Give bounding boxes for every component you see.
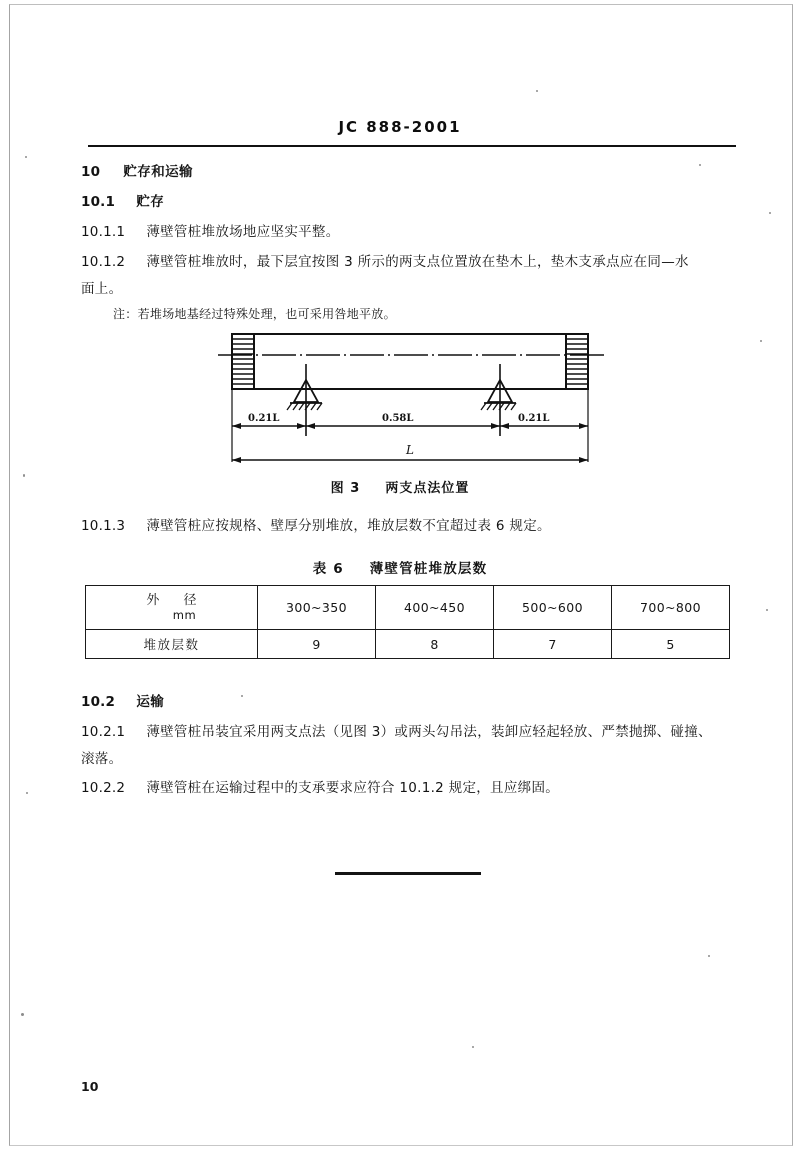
clause-10-1-2-continued: 面上。 <box>81 281 123 297</box>
table-caption-number: 表 6 <box>312 561 344 577</box>
clause-10-1-1 <box>81 220 340 240</box>
table-col-header-4: 700~800 <box>612 586 730 630</box>
table-6-stacking-layers <box>85 585 730 659</box>
table-header-outer-diameter <box>86 586 258 630</box>
table-col-header-1: 300~350 <box>258 586 376 630</box>
section-title-10-2: 运输 <box>136 694 165 710</box>
clause-number-10-2-2: 10.2.2 <box>81 780 126 796</box>
section-end-rule <box>335 872 481 875</box>
table-col-header-2: 400~450 <box>376 586 494 630</box>
pipe-right-end-hatching <box>566 339 588 384</box>
figure-3-two-support-points-diagram <box>210 330 610 480</box>
table-6-caption <box>0 557 800 577</box>
clause-10-1-3 <box>81 514 551 534</box>
clause-10-2-1-continued: 滚落。 <box>81 751 123 767</box>
table-col-header-3: 500~600 <box>494 586 612 630</box>
figure-label-span: 0.58L <box>382 413 414 424</box>
clause-number-10-1-3: 10.1.3 <box>81 518 126 534</box>
section-number-10-1: 10.1 <box>81 194 116 210</box>
stack-layers-value-2: 8 <box>376 630 494 659</box>
clause-10-1-2 <box>81 250 689 270</box>
clause-text-10-2-2: 薄壁管桩在运输过程中的支承要求应符合 10.1.2 规定，且应绑固。 <box>146 780 560 796</box>
table-row <box>86 630 730 659</box>
clause-number-10-1-1: 10.1.1 <box>81 224 126 240</box>
table-caption-title: 薄壁管桩堆放层数 <box>369 561 488 577</box>
clause-number-10-1-2: 10.1.2 <box>81 254 126 270</box>
section-title-10: 贮存和运输 <box>123 164 193 180</box>
stack-layers-value-1: 9 <box>258 630 376 659</box>
section-number-10-2: 10.2 <box>81 694 116 710</box>
figure-label-total-length: L <box>406 443 414 457</box>
outer-diameter-label: 外 径 <box>146 592 207 608</box>
figure-label-right-overhang: 0.21L <box>518 413 550 424</box>
stack-layers-value-3: 7 <box>494 630 612 659</box>
figure-dimension-row-total <box>232 457 588 463</box>
figure-caption-number: 图 3 <box>330 481 361 496</box>
note-text: 若堆场地基经过特殊处理，也可采用咎地平放。 <box>137 307 396 321</box>
note-label: 注： <box>113 307 138 321</box>
figure-caption-title: 两支点法位置 <box>385 481 470 496</box>
page-header-standard-number: JC 888-2001 <box>338 118 462 136</box>
clause-text-10-1-2: 薄壁管桩堆放时，最下层宜按图 3 所示的两支点位置放在垫木上，垫木支承点应在同—水 <box>146 254 689 270</box>
stack-layers-value-4: 5 <box>612 630 730 659</box>
section-heading-10-2 <box>81 690 164 710</box>
header-divider-rule <box>88 145 736 147</box>
clause-text-10-2-1: 薄壁管桩吊装宜采用两支点法（见图 3）或两头勾吊法，装卸应轻起轻放、严禁抛掷、碰撞、 <box>146 724 712 740</box>
clause-10-2-1 <box>81 720 712 740</box>
clause-text-10-1-1: 薄壁管桩堆放场地应坚实平整。 <box>146 224 340 240</box>
pipe-left-end-hatching <box>232 339 254 384</box>
figure-3-caption <box>0 477 800 496</box>
note-block <box>113 305 396 322</box>
figure-label-left-overhang: 0.21L <box>248 413 280 424</box>
section-heading-10 <box>81 160 193 180</box>
page-number: 10 <box>81 1079 99 1094</box>
table-row <box>86 586 730 630</box>
section-title-10-1: 贮存 <box>136 194 165 210</box>
clause-10-2-2 <box>81 776 559 796</box>
outer-diameter-unit: mm <box>172 607 197 622</box>
clause-number-10-2-1: 10.2.1 <box>81 724 126 740</box>
table-header-stack-layers: 堆放层数 <box>86 630 258 659</box>
section-heading-10-1 <box>81 190 164 210</box>
section-number-10: 10 <box>81 164 101 180</box>
clause-text-10-1-3: 薄壁管桩应按规格、壁厚分别堆放，堆放层数不宜超过表 6 规定。 <box>146 518 551 534</box>
